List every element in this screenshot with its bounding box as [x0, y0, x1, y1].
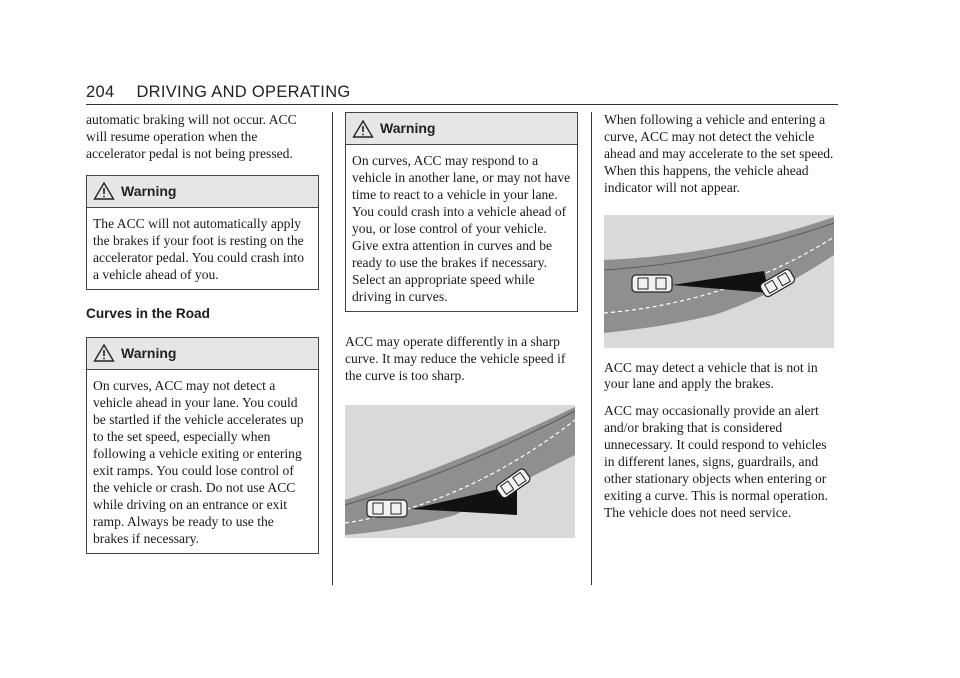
- intro-paragraph: automatic braking will not occur. ACC will resume operation when the accelerator pedal is not being pressed.: [86, 112, 297, 161]
- section-title: DRIVING AND OPERATING: [136, 83, 351, 101]
- warning-text: On curves, ACC may respond to a vehicle in another lane, or may not have time to react to a vehicle in your lane. You could crash into a vehicle ahead of you, or lose control of your vehicle. Give extra attention in curves and be ready to use the brakes if necessary. Select an appropriate speed while driving in curves.: [352, 153, 571, 304]
- warning-triangle-icon: [93, 343, 115, 363]
- detect-paragraph: ACC may detect a vehicle that is not in your lane and apply the brakes.: [604, 359, 818, 392]
- warning-triangle-icon: [93, 181, 115, 201]
- curve-paragraph: ACC may operate differently in a sharp curve. It may reduce the vehicle speed if the curve is too sharp.: [345, 334, 566, 383]
- warning-title: Warning: [121, 182, 177, 199]
- warning-box-3: [345, 112, 578, 312]
- column-1: [86, 112, 319, 570]
- warning-header: [87, 176, 318, 208]
- alert-paragraph: ACC may occasionally provide an alert and/or braking that is considered unnecessary. It could respond to vehicles in different lanes, signs, guardrails, and other stationary objects when entering or exiting a curve. This is normal operation. The vehicle does not need service.: [604, 403, 828, 520]
- warning-title: Warning: [121, 344, 177, 361]
- header-rule: [86, 104, 838, 105]
- warning-triangle-icon: [352, 119, 374, 139]
- warning-box-2: [86, 337, 319, 554]
- warning-header: [87, 338, 318, 370]
- subheading-curves: Curves in the Road: [86, 305, 210, 321]
- warning-text: On curves, ACC may not detect a vehicle ahead in your lane. You could be startled if the vehicle accelerates up to the set speed, especially when following a vehicle exiting or entering exit ramps. You could lose control of the vehicle or crash. Do not use ACC while driving on an entrance or exit ramp. Always be ready to use the brakes if necessary.: [93, 377, 304, 546]
- warning-header: [346, 113, 577, 145]
- column-3: [604, 112, 838, 532]
- sharp-curve-illustration: [345, 405, 575, 538]
- warning-title: Warning: [380, 120, 436, 137]
- column-divider-1: [332, 112, 333, 585]
- column-divider-2: [591, 112, 592, 585]
- column-2: [345, 112, 578, 550]
- curve-following-illustration: [604, 215, 834, 348]
- page-number: 204: [86, 83, 115, 101]
- warning-text: The ACC will not automatically apply the brakes if your foot is resting on the accelerator pedal. You could crash into a vehicle ahead of you.: [93, 215, 305, 282]
- warning-box-1: [86, 175, 319, 290]
- page-header: [86, 83, 838, 105]
- following-paragraph: When following a vehicle and entering a curve, ACC may not detect the vehicle ahead and may accelerate to the set speed. When this happens, the vehicle ahead indicator will not appear.: [604, 112, 834, 195]
